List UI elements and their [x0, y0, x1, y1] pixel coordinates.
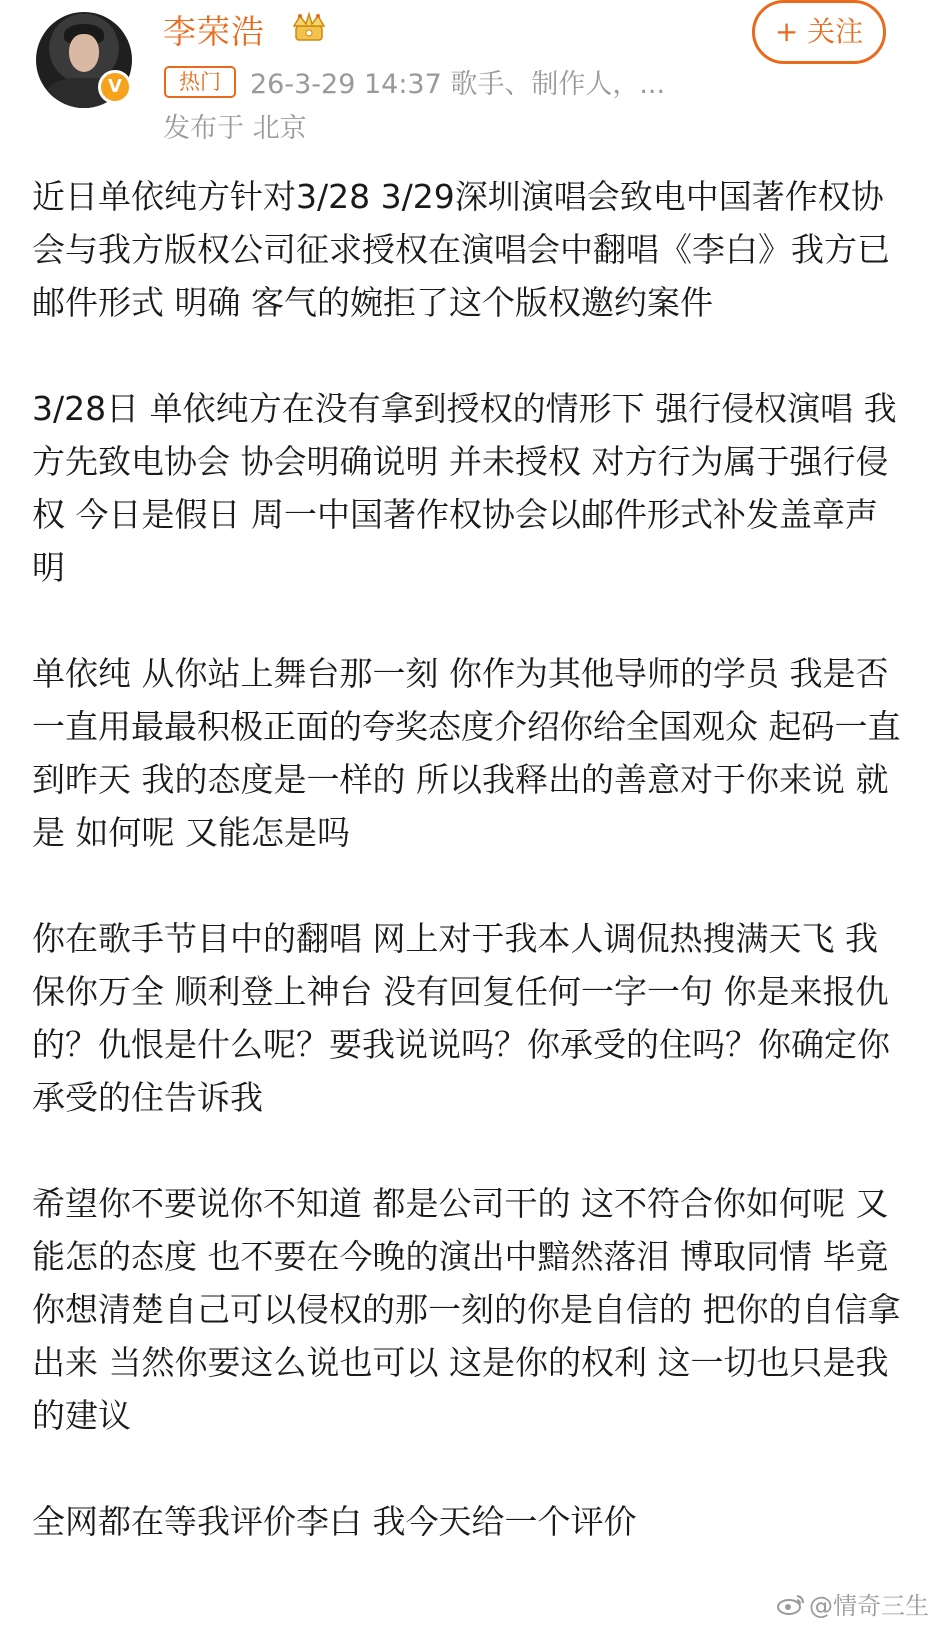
verified-badge-icon: V	[98, 70, 132, 104]
post-paragraph: 单依纯 从你站上舞台那一刻 你作为其他导师的学员 我是否一直用最最积极正面的夸奖态度介绍你给全国观众 起码一直到昨天 我的态度是一样的 所以我释出的善意对于你来说 就是 如何呢 又能怎是吗	[32, 654, 901, 852]
follow-button[interactable]: + 关注	[752, 0, 886, 64]
avatar-face	[69, 34, 99, 72]
post-paragraph: 3/28日 单依纯方在没有拿到授权的情形下 强行侵权演唱 我方先致电协会 协会明确说明 并未授权 对方行为属于强行侵权 今日是假日 周一中国著作权协会以邮件形式补发盖章声明	[32, 389, 897, 587]
post-header	[0, 0, 947, 160]
username[interactable]: 李荣浩	[163, 12, 265, 51]
weibo-icon	[777, 1593, 805, 1615]
crown-icon	[290, 12, 328, 42]
post-meta: 26-3-29 14:37 歌手、制作人，...	[250, 69, 666, 100]
post-location: 发布于 北京	[163, 113, 307, 144]
watermark-text: @情奇三生	[809, 1592, 929, 1620]
post-paragraph: 全网都在等我评价李白 我今天给一个评价	[32, 1502, 637, 1541]
post-body	[32, 170, 902, 1548]
post-paragraph: 近日单依纯方针对3/28 3/29深圳演唱会致电中国著作权协会与我方版权公司征求授权在演唱会中翻唱《李白》我方已邮件形式 明确 客气的婉拒了这个版权邀约案件	[32, 177, 890, 322]
watermark	[777, 1586, 929, 1621]
hot-badge: 热门	[164, 66, 236, 98]
post-paragraph: 希望你不要说你不知道 都是公司干的 这不符合你如何呢 又能怎的态度 也不要在今晚的演出中黯然落泪 博取同情 毕竟你想清楚自己可以侵权的那一刻的你是自信的 把你的自信拿出来 当然你要这么说也可以 这是你的权利 这一切也只是我的建议	[32, 1184, 901, 1435]
post-paragraph: 你在歌手节目中的翻唱 网上对于我本人调侃热搜满天飞 我保你万全 顺利登上神台 没有回复任何一字一句 你是来报仇的？仇恨是什么呢？要我说说吗？你承受的住吗？你确定你承受的住告诉我	[32, 919, 890, 1117]
